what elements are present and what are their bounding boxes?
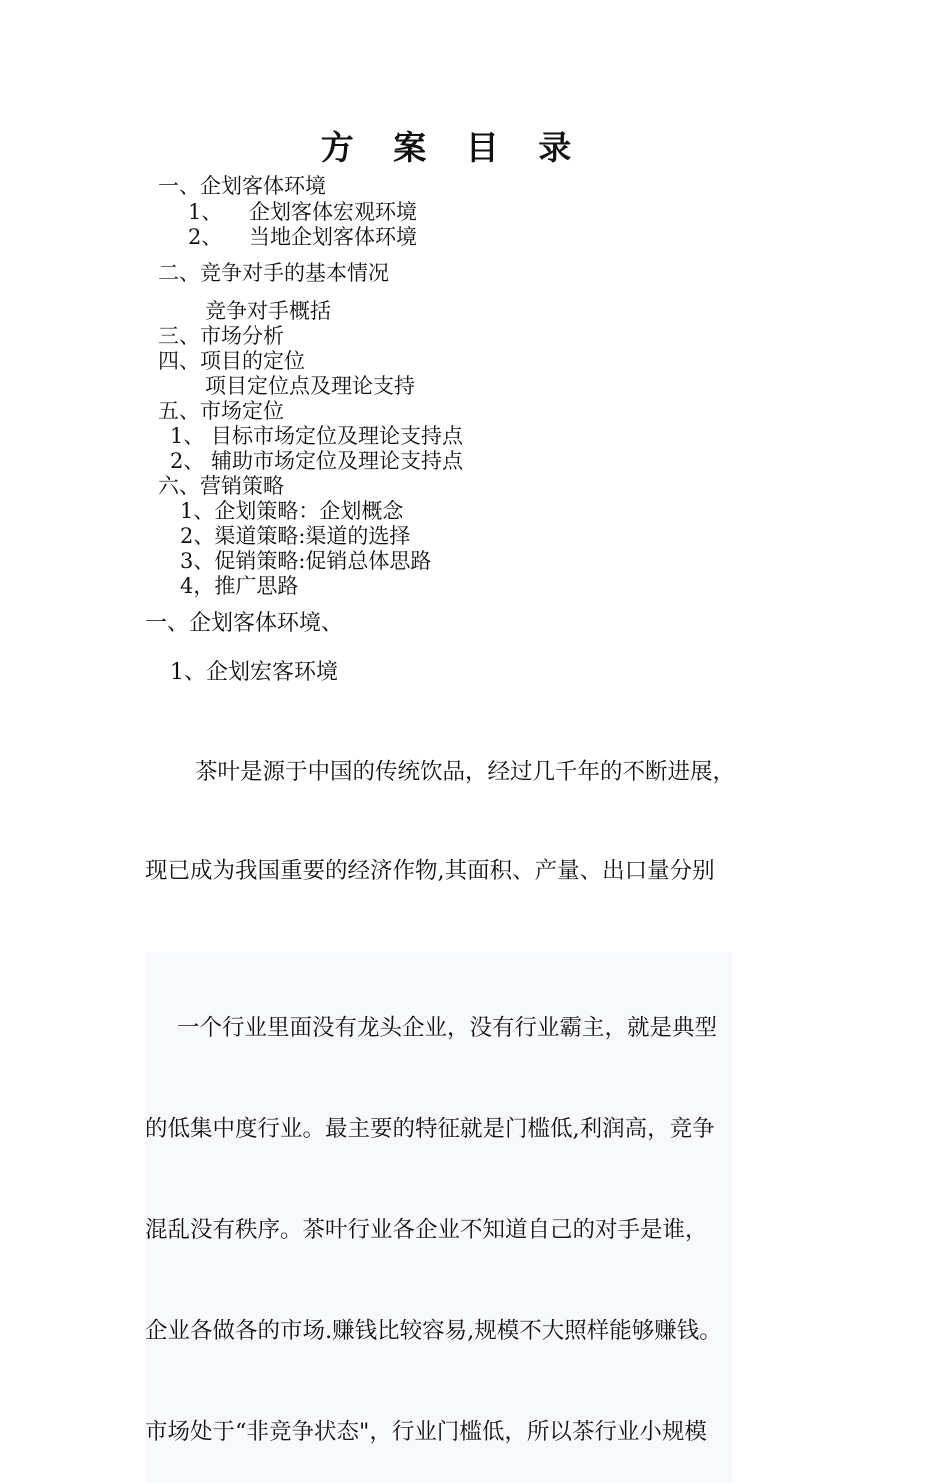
toc-item: 四、项目的定位	[158, 349, 305, 373]
toc-item: 4，推广思路	[180, 574, 299, 598]
paragraph-line: 一个行业里面没有龙头企业，没有行业霸主，就是典型	[177, 1015, 718, 1041]
toc-item: 五、市场定位	[158, 399, 284, 423]
toc-item: 二、竞争对手的基本情况	[158, 261, 389, 285]
body-paragraph	[145, 952, 732, 1483]
toc-item: 六、营销策略	[158, 474, 284, 498]
paragraph-line: 混乱没有秩序。茶叶行业各企业不知道自己的对手是谁，	[145, 1217, 708, 1243]
toc-item: 1、 目标市场定位及理论支持点	[170, 424, 464, 448]
toc-item: 1、 企划客体宏观环境	[188, 200, 418, 224]
paragraph-line: 市场处于“非竞争状态"，行业门槛低，所以茶行业小规模	[145, 1419, 707, 1445]
toc-item: 竞争对手概括	[205, 299, 331, 323]
paragraph-line: 的低集中度行业。最主要的特征就是门槛低,利润高，竞争	[145, 1116, 715, 1142]
document-title: 方 案 目 录	[320, 128, 586, 167]
paragraph-line: 现已成为我国重要的经济作物,其面积、产量、出口量分别	[145, 858, 715, 884]
toc-item: 三、市场分析	[158, 324, 284, 348]
paragraph-line: 茶叶是源于中国的传统饮品，经过几千年的不断进展，	[195, 759, 736, 785]
toc-item: 2、 当地企划客体环境	[188, 225, 418, 249]
subsection-heading: 1、企划宏客环境	[170, 660, 338, 685]
section-heading: 一、企划客体环境、	[145, 611, 344, 636]
toc-item: 3、促销策略:促销总体思路	[180, 549, 432, 573]
toc-item: 1、企划策略：企划概念	[180, 499, 404, 523]
toc-item: 一、企划客体环境	[158, 174, 326, 198]
toc-item: 项目定位点及理论支持	[205, 374, 415, 398]
toc-item: 2、 辅助市场定位及理论支持点	[170, 449, 464, 473]
paragraph-line: 企业各做各的市场.赚钱比较容易,规模不大照样能够赚钱。	[145, 1318, 722, 1344]
toc-item: 2、渠道策略:渠道的选择	[180, 524, 411, 548]
